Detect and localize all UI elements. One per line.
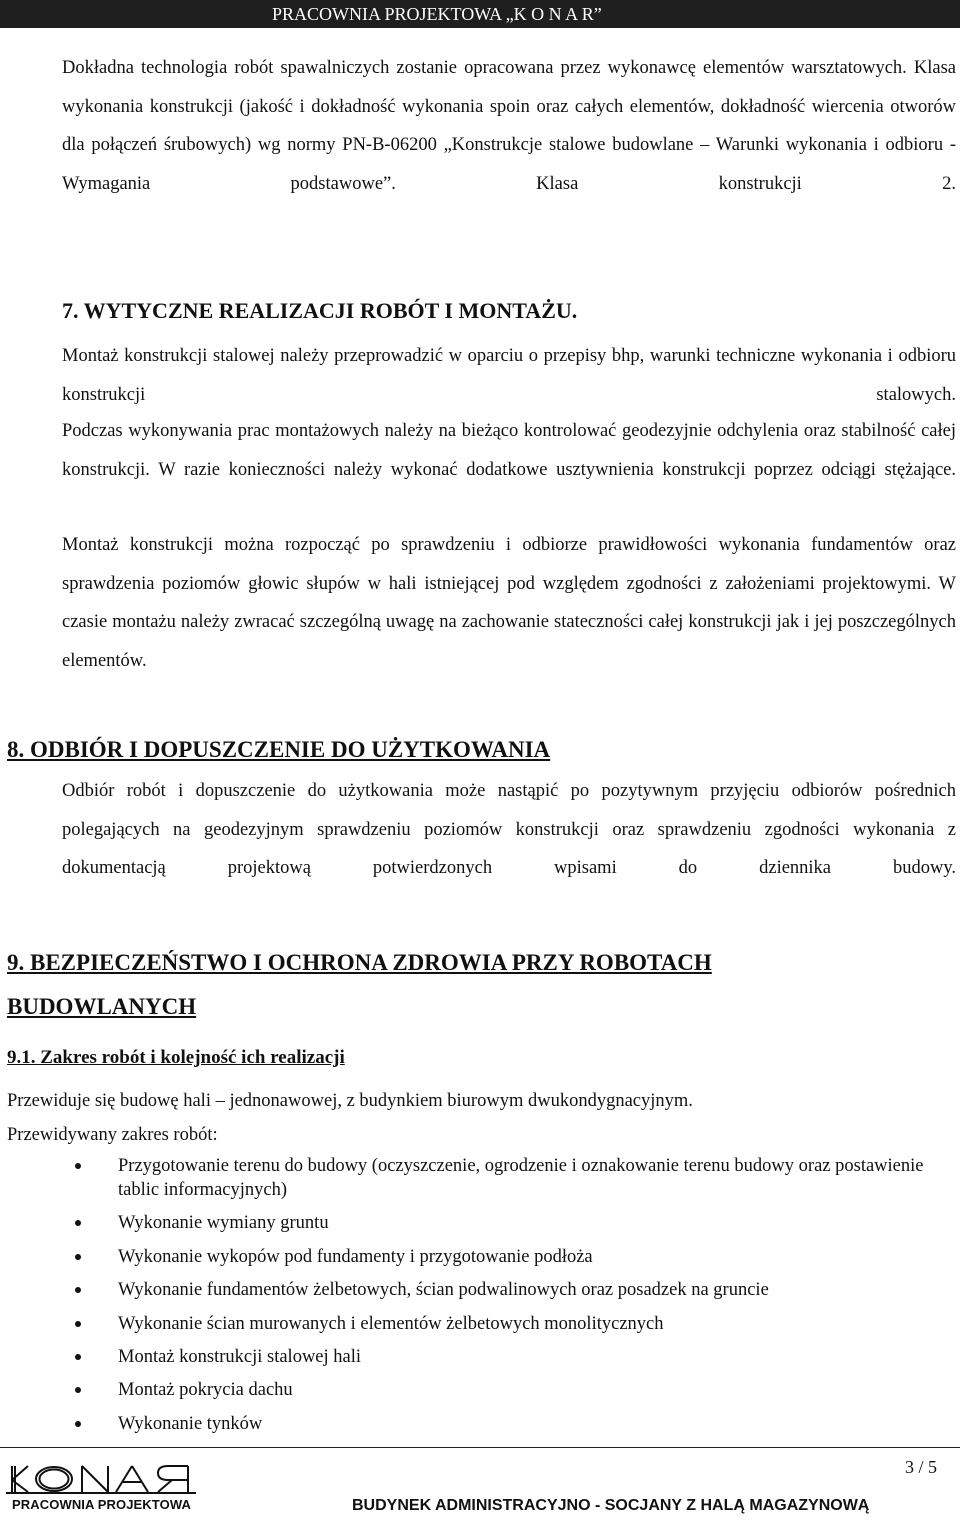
bullet-icon [75, 1287, 81, 1293]
bullet-icon [75, 1163, 81, 1169]
list-item: Wykonanie wykopów pod fundamenty i przygotowanie podłoża [0, 1245, 928, 1269]
paragraph-building-scope: Przewiduje się budowę hali – jednonawowej, z budynkiem biurowym dwukondygnacyjnym. [7, 1091, 693, 1111]
list-item: Przygotowanie terenu do budowy (oczyszczenie, ogrodzenie i oznakowanie terenu budowy oraz postawienie tablic informacyjnych) [0, 1154, 928, 1202]
bullet-icon [75, 1254, 81, 1260]
document-title: BUDYNEK ADMINISTRACYJNO - SOCJANY Z HALĄ MAGAZYNOWĄ [352, 1497, 870, 1514]
paragraph-welding: Dokładna technologia robót spawalniczych zostanie opracowana przez wykonawcę elementów warsztatowych. Klasa wykonania konstrukcji (jakość i dokładność wykonania spoin oraz całych elementów, dokładność wiercenia otworów dla połączeń śrubowych) wg normy PN-B-06200 „Konstrukcje stalowe budowlane – Warunki wykonania i odbioru - Wymagania podstawowe”. Klasa konstrukcji 2. [62, 58, 956, 194]
section-7-heading: 7. WYTYCZNE REALIZACJI ROBÓT I MONTAŻU. [62, 298, 578, 323]
list-item: Montaż konstrukcji stalowej hali [0, 1345, 928, 1369]
header-title: PRACOWNIA PROJEKTOWA „K O N A R” [272, 4, 602, 24]
paragraph-works-intro: Przewidywany zakres robót: [7, 1125, 218, 1145]
page-header [0, 0, 960, 28]
page-number: 3 / 5 [905, 1457, 938, 1477]
list-item: Wykonanie tynków [0, 1412, 928, 1436]
paragraph-assembly-control: Podczas wykonywania prac montażowych należy na bieżąco kontrolować geodezyjnie odchylenia oraz stabilność całej konstrukcji. W razie konieczności należy wykonać dodatkowe usztywnienia konstrukcji poprzez odciągi stężające. [62, 421, 956, 480]
footer-divider [0, 1447, 960, 1448]
paragraph-assembly-start: Montaż konstrukcji można rozpocząć po sprawdzeniu i odbiorze prawidłowości wykonania fundamentów oraz sprawdzenia poziomów głowic słupów w hali istniejącej pod względem zgodności z założeniami projektowymi. W czasie montażu należy zwracać szczególną uwagę na zachowanie stateczności całej konstrukcji jak i jej poszczególnych elementów. [62, 535, 956, 671]
list-item: Wykonanie fundamentów żelbetowych, ścian podwalinowych oraz posadzek na gruncie [0, 1278, 928, 1302]
paragraph-acceptance: Odbiór robót i dopuszczenie do użytkowania może nastąpić po pozytywnym przyjęciu odbiorów pośrednich polegających na geodezyjnym sprawdzeniu poziomów konstrukcji oraz sprawdzeniu zgodności wykonania z dokumentacją projektową potwierdzonych wpisami do dziennika budowy. [62, 781, 956, 878]
paragraph-assembly-rules: Montaż konstrukcji stalowej należy przeprowadzić w oparciu o przepisy bhp, warunki techniczne wykonania i odbioru konstrukcji stalowych. [62, 346, 956, 405]
section-9-1-heading: 9.1. Zakres robót i kolejność ich realizacji [7, 1047, 345, 1068]
section-9-heading: 9. BEZPIECZEŃSTWO I OCHRONA ZDROWIA PRZY ROBOTACH BUDOWLANYCH [7, 950, 712, 1019]
section-8-heading: 8. ODBIÓR I DOPUSZCZENIE DO UŻYTKOWANIA [7, 737, 551, 762]
bullet-icon [75, 1321, 81, 1327]
svg-text:KONAR: KONAR [6, 1462, 10, 1463]
list-item: Wykonanie wymiany gruntu [0, 1211, 928, 1235]
bullet-icon [75, 1354, 81, 1360]
list-item: Wykonanie ścian murowanych i elementów żelbetowych monolitycznych [0, 1312, 928, 1336]
bullet-icon [75, 1421, 81, 1427]
works-list [0, 1154, 960, 1445]
bullet-icon [75, 1387, 81, 1393]
list-item: Montaż pokrycia dachu [0, 1378, 928, 1402]
logo-subtitle: PRACOWNIA PROJEKTOWA [12, 1497, 191, 1512]
bullet-icon [75, 1220, 81, 1226]
